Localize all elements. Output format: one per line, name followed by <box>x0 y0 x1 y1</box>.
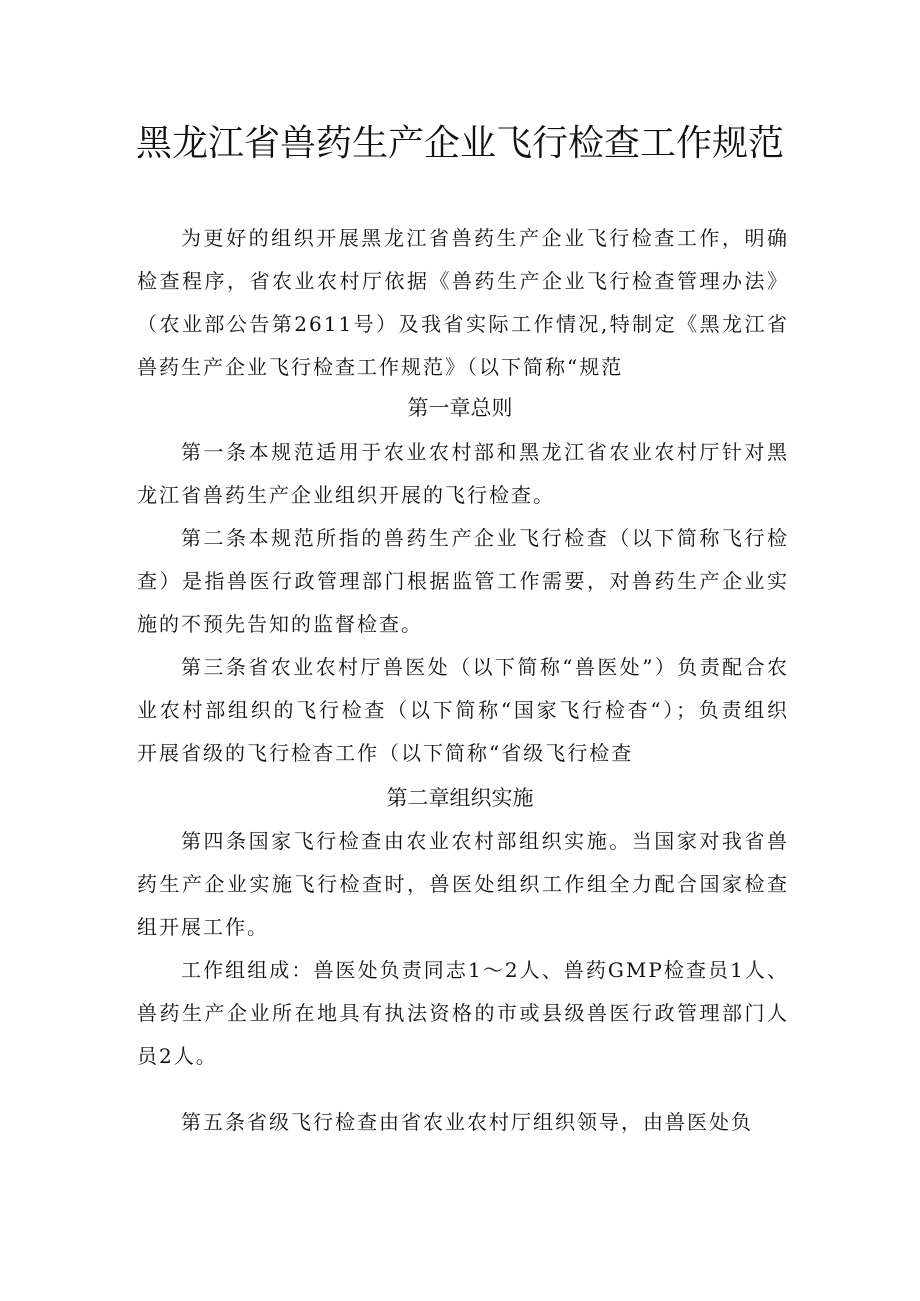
article-1: 第一条本规范适用于农业农村部和黑龙江省农业农村厅针对黑龙江省兽药生产企业组织开展的飞行检查。 <box>137 440 789 507</box>
chapter-1-heading: 第一章总则 <box>407 396 513 420</box>
article-5: 第五条省级飞行检查由省农业农村厅组织领导，由兽医处负 <box>181 1110 753 1134</box>
document-title: 黑龙江省兽药生产企业飞行检查工作规范 <box>135 123 784 164</box>
article-2: 第二条本规范所指的兽药生产企业飞行检查（以下简称飞行检查）是指兽医行政管理部门根据监管工作需要，对兽药生产企业实施的不预先告知的监督检查。 <box>137 526 789 636</box>
intro-paragraph: 为更好的组织开展黑龙江省兽药生产企业飞行检查工作，明确检查程序，省农业农村厅依据《兽药生产企业飞行检查管理办法》（农业部公告第2611号）及我省实际工作情况,特制定《黑龙江省兽药生产企业飞行检查工作规范》（以下简称“规范 <box>137 226 789 379</box>
team-composition: 工作组组成：兽医处负责同志1～2人、兽药GMP检查员1人、兽药生产企业所在地具有执法资格的市或县级兽医行政管理部门人员2人。 <box>137 958 789 1068</box>
chapter-2-heading: 第二章组织实施 <box>386 786 534 810</box>
article-4: 第四条国家飞行检查由农业农村部组织实施。当国家对我省兽药生产企业实施飞行检查时，兽医处组织工作组全力配合国家检查组开展工作。 <box>137 829 789 939</box>
article-3: 第三条省农业农村厅兽医处（以下简称“兽医处”）负责配合农业农村部组织的飞行检查（以下简称“国家飞行检杳“）；负责组织开展省级的飞行检杳工作（以下简称“省级飞行检查 <box>137 655 789 765</box>
